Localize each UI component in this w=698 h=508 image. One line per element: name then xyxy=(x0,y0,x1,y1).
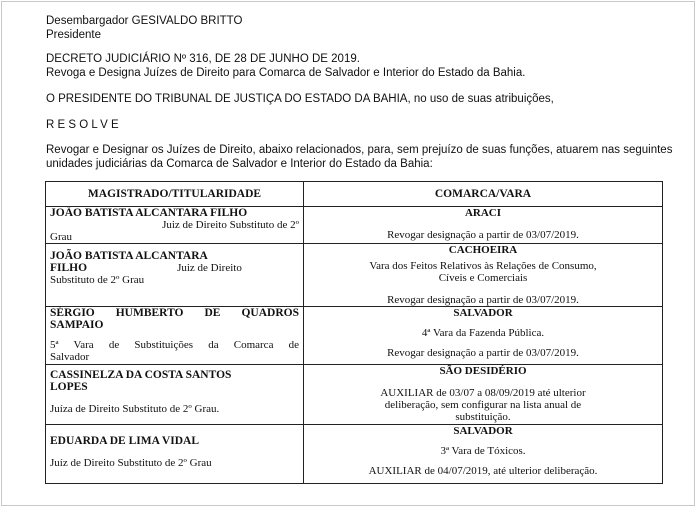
comarca-name: ARACI xyxy=(464,207,502,219)
vara-name: 3ª Vara de Tóxicos. xyxy=(440,445,526,457)
magistrado-title-cont: Substituto de 2º Grau xyxy=(50,274,145,286)
designation-action-end: substituição. xyxy=(455,411,511,423)
decree-title: DECRETO JUDICIÁRIO Nº 316, DE 28 DE JUNHO DE 2019. xyxy=(46,53,360,65)
vara-name-cont: Cíveis e Comerciais xyxy=(438,272,528,284)
table-row xyxy=(46,425,663,484)
comarca-cell xyxy=(304,244,663,307)
comarca-cell xyxy=(304,207,663,244)
magistrado-title: Juiz de Direito Substituto de 2º xyxy=(162,219,299,231)
designation-action: Revogar designação a partir de 03/07/2019. xyxy=(387,294,579,306)
table-header-row xyxy=(46,182,663,207)
table-row xyxy=(46,244,663,307)
comarca-cell xyxy=(304,425,663,484)
magistrado-name: SÉRGIO HUMBERTO DE QUADROS xyxy=(50,307,299,319)
designation-action: AUXILIAR de 03/07 a 08/09/2019 até ulterior xyxy=(380,387,586,399)
table-row xyxy=(46,307,663,365)
magistrado-name-cont: LOPES xyxy=(50,381,88,393)
table-row xyxy=(46,207,663,244)
magistrado-cell xyxy=(46,244,304,307)
magistrado-title: Juiz de Direito xyxy=(177,262,242,274)
designation-action-cont: deliberação, sem configurar na lista anual de xyxy=(384,399,582,411)
designation-action: Revogar designação a partir de 03/07/2019. xyxy=(387,347,579,359)
magistrado-name-cont: FILHO xyxy=(50,262,88,274)
magistrado-name: EDUARDA DE LIMA VIDAL xyxy=(50,435,199,447)
decree-preamble: O PRESIDENTE DO TRIBUNAL DE JUSTIÇA DO ESTADO DA BAHIA, no uso de suas atribuições, xyxy=(46,93,554,105)
magistrado-name: JOÃO BATISTA ALCANTARA xyxy=(50,250,208,262)
magistrado-title-cont: Grau xyxy=(50,231,72,243)
magistrado-title: Juíza de Direito Substituto de 2º Grau. xyxy=(50,403,220,415)
table-row xyxy=(46,365,663,425)
magistrado-cell xyxy=(46,365,304,425)
signer-role: Presidente xyxy=(46,29,101,41)
body-text-line-2: unidades judiciárias da Comarca de Salvador e Interior do Estado da Bahia: xyxy=(46,158,433,170)
decree-summary: Revoga e Designa Juízes de Direito para Comarca de Salvador e Interior do Estado da Bahia. xyxy=(46,67,526,79)
resolve-heading: RESOLVE xyxy=(46,119,122,131)
body-text-line-1: Revogar e Designar os Juízes de Direito, abaixo relacionados, para, sem prejuízo de suas funções, atuarem nas seguintes xyxy=(46,144,673,156)
designation-action: Revogar designação a partir de 03/07/2019. xyxy=(387,229,579,241)
comarca-name: CACHOEIRA xyxy=(448,244,518,256)
vara-name: 4ª Vara da Fazenda Pública. xyxy=(421,327,545,339)
magistrado-name-cont: SAMPAIO xyxy=(50,319,104,331)
comarca-name: SALVADOR xyxy=(453,425,513,437)
designations-table xyxy=(45,181,663,484)
magistrado-title: 5ª Vara de Substituições da Comarca de xyxy=(50,339,299,351)
comarca-name: SÃO DESIDÉRIO xyxy=(439,365,527,377)
vara-name: Vara dos Feitos Relativos às Relações de Consumo, xyxy=(369,260,597,272)
comarca-cell xyxy=(304,307,663,365)
comarca-cell xyxy=(304,365,663,425)
magistrado-cell xyxy=(46,425,304,484)
comarca-name: SALVADOR xyxy=(453,307,513,319)
magistrado-cell xyxy=(46,307,304,365)
magistrado-title-cont: Salvador xyxy=(50,351,90,363)
magistrado-name: CASSINELZA DA COSTA SANTOS xyxy=(50,369,232,381)
magistrado-title: Juíz de Direito Substituto de 2º Grau xyxy=(50,457,212,469)
column-header-magistrado: MAGISTRADO/TITULARIDADE xyxy=(46,182,304,207)
signer-name: Desembargador GESIVALDO BRITTO xyxy=(46,15,243,27)
designation-action: AUXILIAR de 04/07/2019, até ulterior deliberação. xyxy=(368,465,598,477)
magistrado-name: JOÃO BATISTA ALCANTARA FILHO xyxy=(50,207,248,219)
magistrado-cell xyxy=(46,207,304,244)
column-header-comarca: COMARCA/VARA xyxy=(304,182,663,207)
